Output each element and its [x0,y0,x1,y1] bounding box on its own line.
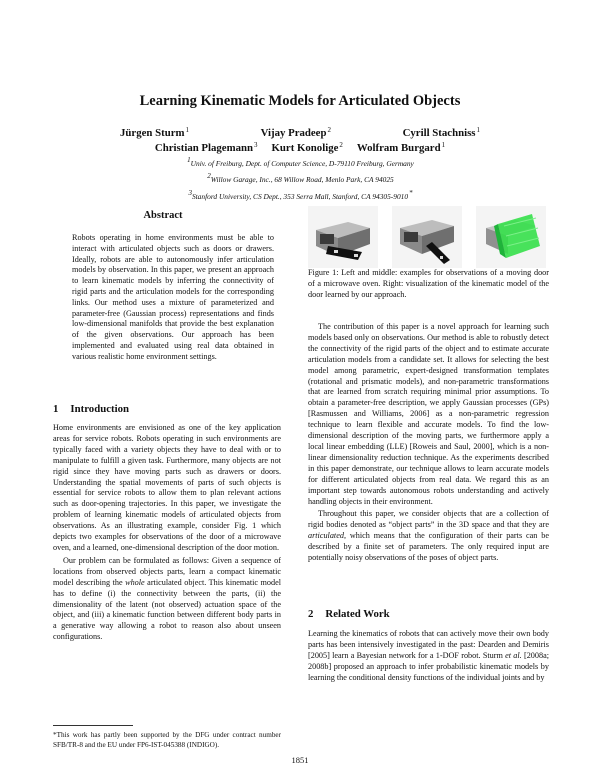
author: Wolfram Burgard$^1$ [356,141,446,154]
section-heading-related-work: 2 Related Work [308,608,390,620]
footnote-rule [53,725,133,726]
affiliation: $^1$Univ. of Freiburg, Dept. of Computer Science, D-79110 Freiburg, Germany [187,156,414,168]
right-column-body [308,320,549,564]
microwave-photo-middle [392,206,462,268]
paragraph: Our problem can be formulated as follows: Given a sequence of locations from observed objects parts, learn a compact kinematic model describing the whole articulated object. This kinematic model has to define (i) the connectivity between the parts, (ii) the dimensionality of the latent (not observed) actuation space of the object, and (iii) a kinematic function between different body parts in a generative way allowing a robot to reason also about unseen configurations. [53,555,281,642]
paragraph: The contribution of this paper is a novel approach for learning such models based only on observations. Our method is able to robustly detect the connectivity of the rigid parts of the object and to estimate accurate articulation models from a candidate set. It allows for selecting the best model among parametric, expert-designed transformation templates (rotational and prismatic models), and non-parametric transformations that are learned from scratch requiring minimal prior assumptions. To obtain a parameter-free description, we apply Gaussian processes (GPs) [Rasmussen and Williams, 2006] as a non-parametric regression technique to learn flexible and accurate models. To find the low-dimensional description of the moving parts, we furthermore apply a local linear embedding (LLE) [Roweis and Saul, 2000], which is a non-linear dimensionality reduction technique. As the experiments described in this paper demonstrate, our technique allows to learn accurate models for different articulated objects from real data. We regard this as an important step towards autonomous robots understanding and actively handling objects in their environment. [308,322,549,506]
author-list [120,123,480,153]
author-row-2 [120,138,480,153]
paragraph: Home environments are envisioned as one of the key application areas for service robots. Robots operating in such environments are typically faced with a variety objects they have to deal with or to manipulate to fulfill a given task. Furthermore, many objects are not rigid since they have moving parts such as drawers or doors. Understanding the spatial movements of parts of such objects is essential for service robots to allow them to plan relevant actions such as door-opening trajectories. In this paper, we investigate the problem of learning kinematic models of articulated objects from observations. As an illustrating example, consider Fig. 1 which depicts two examples for observations of the door of a microwave oven, and a learned, one-dimensional description of the door motion. [53,423,281,552]
author: Kurt Konolige$^2$ [271,141,343,154]
author-row-1 [120,123,480,138]
affiliation: $^3$Stanford University, CS Dept., 353 Serra Mall, Stanford, CA 94305-9010* [188,188,413,201]
author: Jürgen Sturm$^1$ [120,126,189,139]
author: Christian Plagemann$^3$ [154,141,258,154]
abstract-text: Robots operating in home environments must be able to interact with articulated objects such as doors or drawers. Ideally, robots are able to autonomously infer articulation models by observation. In this paper, we present an approach to learn kinematic models by inferring the connectivity of rigid parts and the articulation models for the corresponding links. Our method uses a mixture of parameterized and parameter-free (Gaussian process) representations and finds low-dimensional manifolds that provide the best explanation of the given observations. Our approach has been implemented and evaluated using real data obtained in various realistic home environment settings. [72,233,274,361]
author: Cyrill Stachniss$^1$ [402,126,480,139]
related-work-body [308,629,549,684]
paper-title: Learning Kinematic Models for Articulated Objects [139,93,461,109]
abstract-heading: Abstract [143,210,183,221]
figure-1-caption: Figure 1: Left and middle: examples for observations of a moving door of a microwave oven. Right: visualization of the kinematic model of the door learned by our approach. [308,268,549,299]
page-number: 1851 [291,755,309,765]
microwave-photo-left [308,206,378,268]
paragraph: Learning the kinematics of robots that can actively move their own body parts has been intensively investigated in the past: Dearden and Demiris [2005] learn a Bayesian network for a 1-DOF robot. Sturm et al. [2008a; 2008b] proposed an approach to infer probabilistic kinematic models by learning the conditional density functions of the individual joints and by [308,629,549,682]
figure-1 [306,206,550,268]
footnote: *This work has partly been supported by the DFG under contract number SFB/TR-8 and the EU under FP6-IST-045388 (INDIGO). [53,731,281,749]
author: Vijay Pradeep$^2$ [260,126,331,139]
affiliation: $^2$Willow Garage, Inc., 68 Willow Road, Menlo Park, CA 94025 [207,172,394,185]
kinematic-model-visualization [476,206,546,268]
paragraph: Throughout this paper, we consider objects that are a collection of rigid bodies denoted as “object parts” in the 3D space and that they are articulated, which means that the configuration of their parts can be described by a finite set of parameters. The only required input are potentially noisy observations of the poses of object parts. [308,509,549,563]
section-heading-introduction: 1 Introduction [53,403,130,415]
affiliations [0,154,600,203]
introduction-body [53,423,281,643]
